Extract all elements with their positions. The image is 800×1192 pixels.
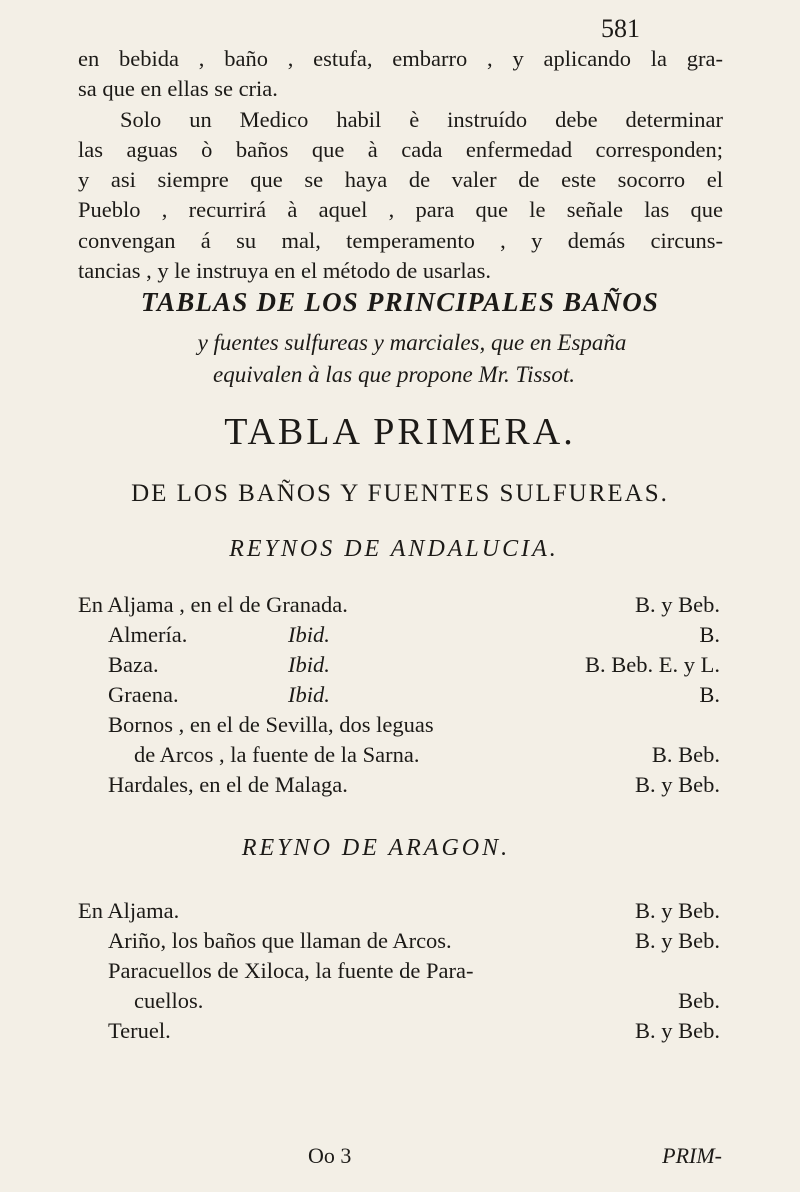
place-name: Hardales, en el de Malaga. bbox=[108, 772, 348, 797]
intro-line-8: tancias , y le instruya en el método de usarlas. bbox=[78, 258, 491, 284]
usage-code: B. y Beb. bbox=[634, 1018, 720, 1043]
intro-line-6: Pueblo , recurrirá à aquel , para que le señale las que bbox=[78, 197, 723, 223]
intro-line-3: Solo un Medico habil è instruído debe determinar bbox=[120, 106, 723, 132]
table-row bbox=[0, 988, 800, 1018]
place-name: Baza. bbox=[108, 652, 159, 677]
intro-line-2: sa que en ellas se cria. bbox=[78, 76, 278, 102]
place-name: Teruel. bbox=[108, 1018, 171, 1043]
usage-code: B. y Beb. bbox=[634, 592, 720, 617]
table-row bbox=[0, 1018, 800, 1048]
intro-paragraph bbox=[78, 44, 723, 286]
table-row bbox=[0, 772, 800, 802]
tables-subtitle-1: y fuentes sulfureas y marciales, que en España bbox=[197, 330, 627, 355]
table-row bbox=[0, 928, 800, 958]
place-name: Graena. bbox=[108, 682, 179, 707]
table-row bbox=[0, 622, 800, 652]
table-row bbox=[0, 898, 800, 928]
place-name: cuellos. bbox=[134, 988, 204, 1013]
usage-code: B. y Beb. bbox=[634, 898, 720, 923]
page-footer bbox=[0, 1143, 800, 1173]
place-name: En Aljama. bbox=[78, 898, 180, 923]
table-row bbox=[0, 958, 800, 988]
place-name: Ariño, los baños que llaman de Arcos. bbox=[108, 928, 452, 953]
intro-line-5: y asi siempre que se haya de valer de este socorro el bbox=[78, 167, 723, 193]
tabla-primera-heading: TABLA PRIMERA. bbox=[224, 411, 576, 453]
usage-code: B. bbox=[699, 622, 720, 647]
usage-code: B. Beb. bbox=[651, 742, 720, 767]
usage-code: Beb. bbox=[678, 988, 720, 1013]
place-name: Paracuellos de Xiloca, la fuente de Para- bbox=[108, 958, 474, 983]
place-name: Almería. bbox=[108, 622, 188, 647]
usage-code: B. y Beb. bbox=[634, 772, 720, 797]
andalucia-heading: REYNOS DE ANDALUCIA. bbox=[229, 536, 559, 562]
table-row bbox=[0, 682, 800, 712]
ibid-note: Ibid. bbox=[288, 682, 330, 707]
table-row bbox=[0, 712, 800, 742]
tables-subtitle-2: equivalen à las que propone Mr. Tissot. bbox=[212, 362, 576, 387]
section-heading: DE LOS BAÑOS Y FUENTES SULFUREAS. bbox=[131, 480, 669, 507]
place-name: En Aljama , en el de Granada. bbox=[78, 592, 348, 617]
page-number: 581 bbox=[601, 14, 640, 43]
usage-code: B. Beb. E. y L. bbox=[585, 652, 720, 677]
intro-line-7: convengan á su mal, temperamento , y demás circuns- bbox=[78, 227, 723, 253]
intro-line-1: en bebida , baño , estufa, embarro , y aplicando la gra- bbox=[78, 46, 723, 71]
catchword: PRIM- bbox=[662, 1143, 722, 1168]
usage-code: B. y Beb. bbox=[634, 928, 720, 953]
ibid-note: Ibid. bbox=[288, 652, 330, 677]
intro-line-4: las aguas ò baños que à cada enfermedad corresponden; bbox=[78, 136, 723, 162]
ibid-note: Ibid. bbox=[288, 622, 330, 647]
table-row bbox=[0, 652, 800, 682]
signature-mark: Oo 3 bbox=[308, 1143, 352, 1168]
table-row bbox=[0, 742, 800, 772]
aragon-heading: REYNO DE ARAGON. bbox=[241, 835, 511, 861]
place-name: de Arcos , la fuente de la Sarna. bbox=[134, 742, 420, 767]
usage-code: B. bbox=[699, 682, 720, 707]
tables-title: TABLAS DE LOS PRINCIPALES BAÑOS bbox=[140, 287, 660, 317]
place-name: Bornos , en el de Sevilla, dos leguas bbox=[108, 712, 434, 737]
table-row bbox=[0, 592, 800, 622]
